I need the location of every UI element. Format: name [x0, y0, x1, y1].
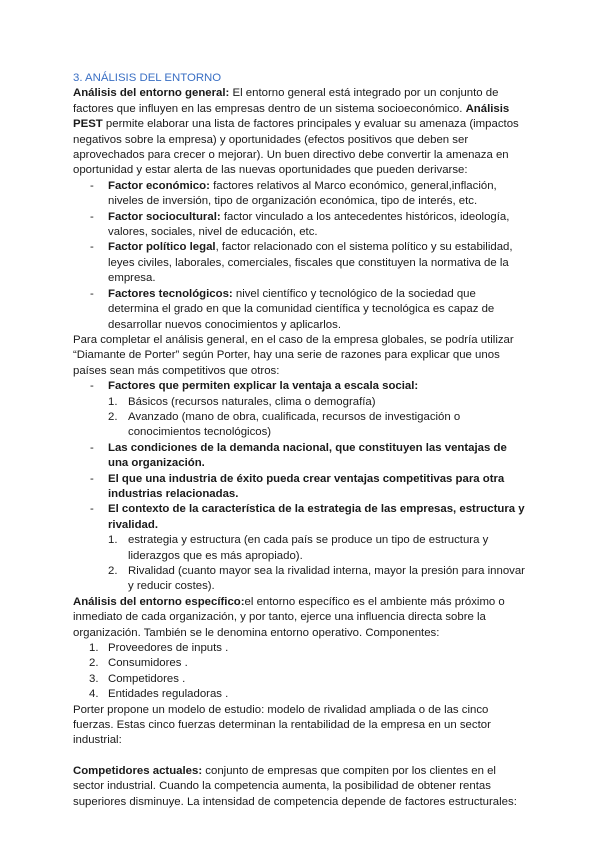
section-title: 3. ANÁLISIS DEL ENTORNO [73, 72, 222, 84]
competitors-paragraph: Competidores actuales: conjunto de empresas que compiten por los clientes en el sector industrial. Cuando la competencia aumenta, la posibilidad de obtener rentas superiores disminuye. La intensidad de competencia depende de factores estructurales: [73, 764, 517, 808]
strategy-sublist [73, 533, 525, 595]
list-item: - El contexto de la característica de la estrategia de las empresas, estructura y rivalidad. 1. estrategia y estructura (en cada país se produce un tipo de estructura y liderazgos que es más apropiado). 2. Rivalidad (cuanto mayor sea la rivalidad interna, mayor la presión para innovar y reducir costes). [73, 502, 525, 594]
specific-heading: Análisis del entorno específico: [73, 595, 245, 608]
porter-intro-paragraph: Para completar el análisis general, en el caso de la empresa globales, se podría utilizar “Diamante de Porter” según Porter, hay una serie de razones para explicar que unos países sean más competitivos que otros: [73, 333, 514, 377]
spacer [73, 749, 525, 764]
list-item: 2. Consumidores . [89, 657, 188, 670]
list-item: 1. estrategia y estructura (en cada país se produce un tipo de estructura y liderazgos que es más apropiado). [108, 534, 489, 562]
porter-diamond-list [73, 379, 525, 595]
pest-heading: Análisis PEST [73, 102, 510, 131]
list-item: - Las condiciones de la demanda nacional, que constituyen las ventajas de una organización. [73, 441, 525, 472]
competitors-heading: Competidores actuales: [73, 764, 203, 777]
list-item: - Factores tecnológicos: nivel científico y tecnológico de la sociedad que determina el grado en que la comunidad científica y tecnológica es capaz de desarrollar nuevos conocimientos y aplicarlos. [73, 287, 525, 333]
list-item: - Factor económico: factores relativos al Marco económico, general,inflación, niveles de inversión, tipo de organización económica, tipo de interés, etc. [73, 179, 525, 210]
list-item: - Factor político legal, factor relacionado con el sistema político y su estabilidad, leyes civiles, laborales, comerciales, fiscales que constituyen la normativa de la empresa. [73, 240, 525, 286]
list-item: 1. Proveedores de inputs . [89, 642, 229, 655]
components-list [73, 641, 525, 703]
list-item: 1. Básicos (recursos naturales, clima o demografía) [108, 395, 376, 408]
porter-model-paragraph: Porter propone un modelo de estudio: modelo de rivalidad ampliada o de las cinco fuerzas. Estas cinco fuerzas determinan la rentabilidad de la empresa en un sector industrial: [73, 703, 491, 747]
list-item: 2. Avanzado (mano de obra, cualificada, recursos de investigación o conocimientos tecnológicos) [108, 410, 461, 439]
list-item: 4. Entidades reguladoras . [89, 688, 229, 701]
document-body [73, 71, 525, 810]
list-item: - Factor sociocultural: factor vinculado a los antecedentes históricos, ideología, valores, sociales, nivel de educación, etc. [73, 210, 525, 241]
intro-heading: Análisis del entorno general: [73, 87, 230, 100]
list-item: 3. Competidores . [89, 672, 186, 685]
list-item: 2. Rivalidad (cuanto mayor sea la rivalidad interna, mayor la presión para innovar y reducir costes). [108, 565, 525, 593]
specific-paragraph: Análisis del entorno específico:el entorno específico es el ambiente más próximo o inmediato de cada organización, y por tanto, ejerce una influencia directa sobre la organización. También se le denomina entorno operativo. Componentes: [73, 595, 505, 639]
list-item: - El que una industria de éxito pueda crear ventajas competitivas para otra industrias relacionadas. [73, 472, 525, 503]
pest-factor-list [73, 179, 525, 333]
factor-sublist [73, 395, 525, 441]
intro-paragraph: Análisis del entorno general: El entorno general está integrado por un conjunto de factores que influyen en las empresas dentro de un sistema socioeconómico. Análisis PEST permite elaborar una lista de factores principales y evaluar su amenaza (impactos negativos sobre la empresa) y oportunidades (efectos positivos que deben ser aprovechados para crecer o mejorar). Un buen directivo debe convertir la amenaza en oportunidad y estar alerta de las nuevas oportunidades que pueden derivarse: [73, 87, 519, 177]
list-item: - Factores que permiten explicar la ventaja a escala social: 1. Básicos (recursos naturales, clima o demografía) 2. Avanzado (mano de obra, cualificada, recursos de investigación o conocimientos tecnológicos) [73, 379, 525, 441]
